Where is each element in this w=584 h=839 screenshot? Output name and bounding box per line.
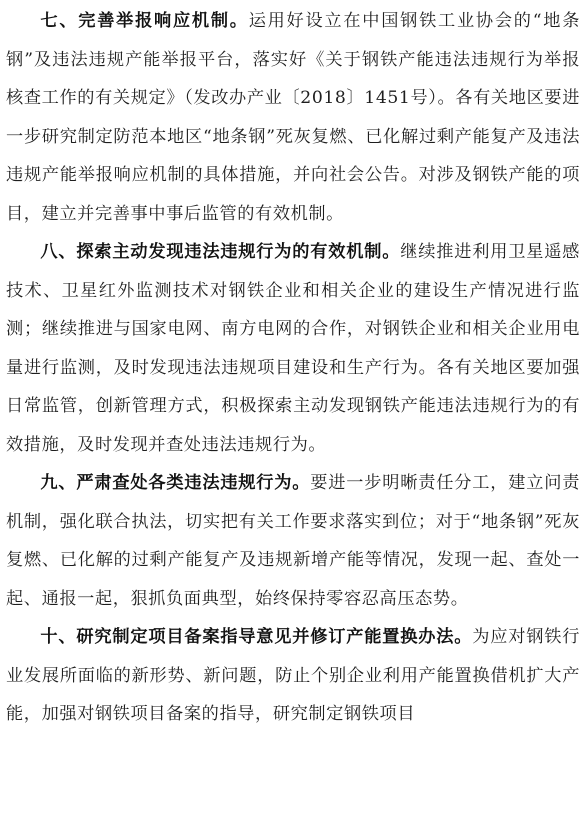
paragraph-body: 运用好设立在中国钢铁工业协会的“地条钢”及违法违规产能举报平台，落实好《关于钢铁产能违法违规行为举报核查工作的有关规定》（发改办产业〔2018〕1451号）。各有关地区要进一步研究制定防范本地区“地条钢”死灰复燃、已化解过剩产能复产及违法违规产能举报响应机制的具体措施，并向社会公告。对涉及钢铁产能的项目，建立并完善事中事后监管的有效机制。 (6, 11, 580, 224)
paragraph-heading: 七、完善举报响应机制。 (40, 11, 249, 31)
paragraph-heading: 十、研究制定项目备案指导意见并修订产能置换办法。 (40, 627, 473, 647)
paragraph-item-10 (6, 618, 580, 734)
paragraph-item-9 (6, 464, 580, 618)
paragraph-heading: 九、严肃查处各类违法违规行为。 (40, 473, 311, 493)
paragraph-body: 为应对钢铁行业发展所面临的新形势、新问题，防止个别企业利用产能置换借机扩大产能，加强对钢铁项目备案的指导，研究制定钢铁项目 (6, 627, 580, 724)
paragraph-body: 继续推进利用卫星遥感技术、卫星红外监测技术对钢铁企业和相关企业的建设生产情况进行监测；继续推进与国家电网、南方电网的合作，对钢铁企业和相关企业用电量进行监测，及时发现违法违规项目建设和生产行为。各有关地区要加强日常监管，创新管理方式，积极探索主动发现钢铁产能违法违规行为的有效措施，及时发现并查处违法违规行为。 (6, 242, 580, 455)
paragraph-item-7 (6, 2, 580, 233)
paragraph-heading: 八、探索主动发现违法违规行为的有效机制。 (40, 242, 401, 262)
document-body (6, 2, 580, 734)
paragraph-body: 要进一步明晰责任分工，建立问责机制，强化联合执法，切实把有关工作要求落实到位；对于“地条钢”死灰复燃、已化解的过剩产能复产及违规新增产能等情况，发现一起、查处一起、通报一起，狠抓负面典型，始终保持零容忍高压态势。 (6, 473, 580, 609)
paragraph-item-8 (6, 233, 580, 464)
